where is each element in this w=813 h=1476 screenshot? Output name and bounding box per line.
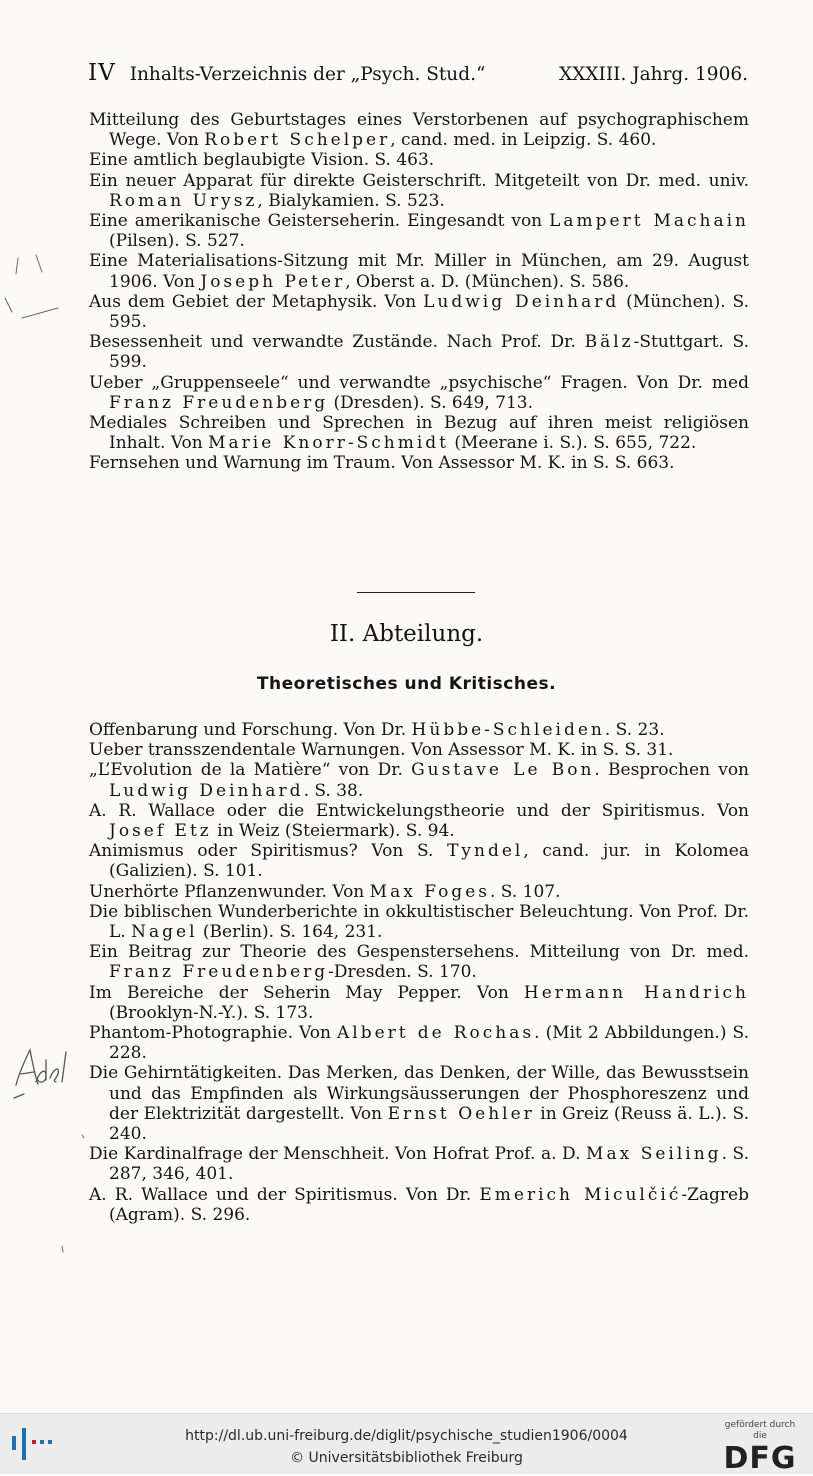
toc-entry: [89, 720, 749, 740]
entry-text: Ueber „Gruppenseele“ und verwandte „psychische“ Fragen. Von Dr. med: [89, 372, 749, 393]
toc-entry: [89, 211, 749, 251]
pencil-mark: [22, 308, 58, 318]
entry-text: Ueber transszendentale Warnungen. Von Assessor M. K. in S. S. 31.: [89, 740, 674, 761]
entry-text: „L’Evolution de la Matière“ von Dr.: [89, 760, 412, 781]
toc-entry: [89, 413, 749, 453]
dfg-logo-text: DFG: [723, 1441, 797, 1476]
toc-entries-part-1: [89, 110, 749, 474]
toc-entry: [89, 740, 749, 760]
entry-text: Eine amerikanische Geisterseherin. Eingesandt von: [89, 211, 550, 232]
author-name: Tyndel: [447, 841, 524, 862]
author-name: Ludwig Deinhard: [109, 780, 304, 801]
author-name: Max Foges: [369, 881, 490, 902]
entry-text: -Zagreb (Agram). S. 296.: [109, 1184, 749, 1225]
entry-text: Besessenheit und verwandte Zustände. Nach Prof. Dr.: [89, 332, 585, 353]
pencil-mark: [62, 1246, 63, 1252]
entry-text: Eine Materialisations-Sitzung mit Mr. Miller in München, am 29. August 1906. Von: [89, 251, 749, 292]
entry-text: . (Mit 2 Abbildungen.) S. 228.: [109, 1023, 749, 1064]
entry-text: Ein neuer Apparat für direkte Geisterschrift. Mitgeteilt von Dr. med. univ.: [89, 170, 749, 191]
toc-entry: [89, 801, 749, 841]
entry-text: A. R. Wallace oder die Entwickelungstheorie und der Spiritismus. Von: [89, 800, 749, 821]
author-name: Franz Freudenberg: [109, 962, 329, 983]
entry-text: -Dresden. S. 170.: [328, 962, 477, 983]
entry-text: Die Kardinalfrage der Menschheit. Von Hofrat Prof. a. D.: [89, 1144, 587, 1165]
handwritten-note-adel: [14, 1050, 66, 1098]
toc-entry: [89, 332, 749, 372]
entry-text: Die biblischen Wunderberichte in okkultistischer Beleuchtung. Von Prof. Dr. L.: [89, 901, 749, 943]
toc-entry: [89, 760, 749, 800]
toc-entry: [89, 373, 749, 413]
entry-text: , cand. med. in Leipzig. S. 460.: [390, 130, 657, 151]
entry-text: Mediales Schreiben und Sprechen in Bezug auf ihren meist religiösen Inhalt. Von: [89, 413, 749, 454]
entry-text: Phantom-Photographie. Von: [89, 1023, 338, 1044]
entry-text: -Stuttgart. S. 599.: [109, 332, 749, 373]
author-name: Ludwig Deinhard: [423, 291, 620, 312]
running-head-volume: XXXIII. Jahrg. 1906.: [559, 64, 748, 85]
author-name: Josef Etz: [109, 821, 212, 842]
author-name: Robert Schelper: [204, 130, 391, 151]
toc-entry: [89, 110, 749, 150]
entry-text: A. R. Wallace und der Spiritismus. Von Dr.: [89, 1184, 480, 1205]
entry-text: (Dresden). S. 649, 713.: [328, 392, 534, 413]
author-name: Albert de Rochas: [337, 1023, 535, 1044]
author-name: Nagel: [131, 922, 198, 943]
page-number: IV: [88, 60, 116, 86]
dfg-tagline: gefördert durch die: [724, 1420, 796, 1441]
author-name: Joseph Peter: [200, 271, 346, 292]
entry-text: . S. 287, 346, 401.: [109, 1144, 749, 1185]
pencil-mark: [16, 258, 18, 274]
toc-entry: [89, 882, 749, 902]
footer-url[interactable]: http://dl.ub.uni-freiburg.de/diglit/psychische_studien1906/0004: [185, 1428, 628, 1444]
entry-text: (Meerane i. S.). S. 655, 722.: [448, 433, 697, 454]
entry-text: (Berlin). S. 164, 231.: [197, 922, 383, 943]
toc-entry: [89, 902, 749, 942]
entry-text: Im Bereiche der Seherin May Pepper. Von: [89, 982, 524, 1003]
author-name: Emerich Miculčić: [479, 1184, 682, 1205]
pencil-mark: [5, 298, 12, 312]
entry-text: . S. 107.: [489, 881, 561, 902]
author-name: Bälz: [584, 332, 634, 353]
toc-entry: [89, 983, 749, 1023]
author-name: Marie Knorr-Schmidt: [208, 433, 449, 454]
author-name: Franz Freudenberg: [109, 392, 329, 413]
toc-entry: [89, 841, 749, 881]
toc-entry: [89, 942, 749, 982]
toc-entry: [89, 1144, 749, 1184]
running-head: [88, 60, 748, 90]
entry-text: Unerhörte Pflanzenwunder. Von: [89, 881, 370, 902]
pencil-mark: [36, 255, 42, 272]
entry-text: (Pilsen). S. 527.: [109, 231, 245, 252]
toc-entry: [89, 1185, 749, 1225]
author-name: Max Seiling: [586, 1144, 722, 1165]
entry-text: Offenbarung und Forschung. Von Dr.: [89, 720, 412, 740]
pencil-mark: [82, 1135, 84, 1138]
entry-text: (München). S. 595.: [109, 291, 749, 333]
section-heading: II. Abteilung.: [329, 621, 484, 647]
section-subheading: Theoretisches und Kritisches.: [256, 674, 557, 694]
toc-entry: [89, 251, 749, 291]
entry-text: Ein Beitrag zur Theorie des Gespenstersehens. Mitteilung von Dr. med.: [89, 942, 749, 963]
toc-entry: [89, 292, 749, 332]
entry-text: (Brooklyn-N.-Y.). S. 173.: [109, 1002, 314, 1023]
entry-text: Die Gehirntätigkeiten. Das Merken, das Denken, der Wille, das Bewusstsein und das Empfinden als Wirkungsäusserungen der Phosphoreszenz und der Elektrizität dargestellt. Von: [89, 1063, 749, 1124]
author-name: Gustave Le Bon: [411, 760, 595, 781]
running-head-title: Inhalts-Verzeichnis der „Psych. Stud.“: [129, 64, 486, 85]
entry-text: Fernsehen und Warnung im Traum. Von Assessor M. K. in S. S. 663.: [89, 453, 675, 474]
author-name: Hübbe-Schleiden: [411, 720, 605, 740]
dfg-logo: [717, 1420, 803, 1476]
author-name: Roman Urysz: [109, 190, 258, 211]
author-name: Hermann Handrich: [523, 982, 749, 1003]
entry-text: , Oberst a. D. (München). S. 586.: [345, 271, 630, 292]
toc-entries-part-2: [89, 720, 749, 1225]
footer-bar: [0, 1413, 813, 1474]
author-name: Ernst Oehler: [387, 1103, 535, 1124]
entry-text: Aus dem Gebiet der Metaphysik. Von: [89, 291, 424, 312]
entry-text: in Weiz (Steiermark). S. 94.: [211, 821, 455, 842]
entry-text: Mitteilung des Geburtstages eines Verstorbenen auf psychographischem Wege. Von: [89, 110, 749, 151]
entry-text: Animismus oder Spiritismus? Von S.: [89, 841, 448, 862]
toc-entry: [89, 171, 749, 211]
entry-text: . S. 38.: [303, 780, 364, 801]
toc-entry: [89, 453, 749, 473]
toc-entry: [89, 1023, 749, 1063]
entry-text: , cand. jur. in Kolomea (Galizien). S. 101.: [109, 841, 749, 882]
author-name: Lampert Machain: [549, 211, 749, 232]
toc-entry: [89, 150, 749, 170]
entry-text: Eine amtlich beglaubigte Vision. S. 463.: [89, 150, 435, 171]
entry-text: in Greiz (Reuss ä. L.). S. 240.: [109, 1103, 749, 1145]
entry-text: , Bialykamien. S. 523.: [257, 190, 445, 211]
section-divider: [357, 592, 475, 593]
toc-entry: [89, 1063, 749, 1144]
entry-text: . Besprochen von: [594, 760, 750, 781]
footer-copyright: © Universitätsbibliothek Freiburg: [290, 1450, 523, 1466]
entry-text: . S. 23.: [604, 720, 665, 740]
